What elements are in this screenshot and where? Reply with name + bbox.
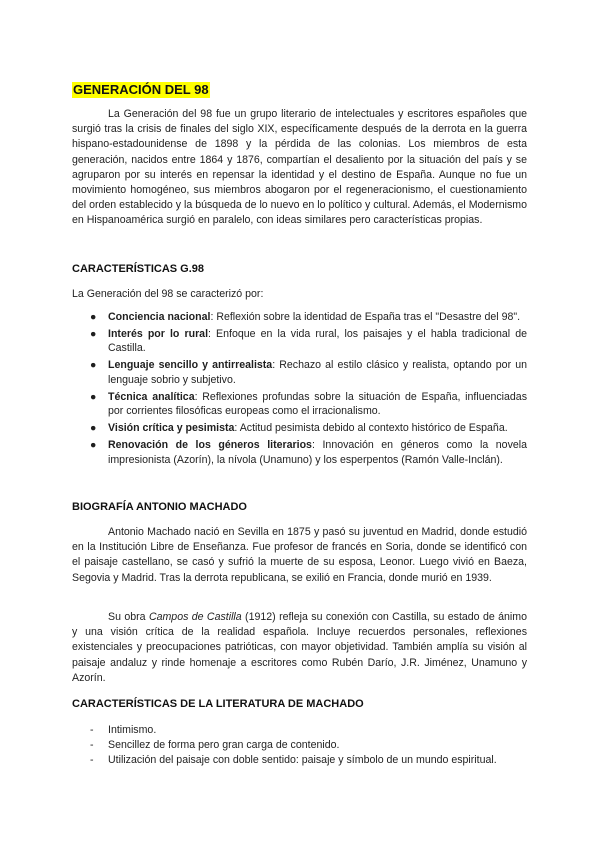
bullet-icon: ●: [90, 311, 97, 323]
list-item: [90, 358, 527, 387]
list-item: [90, 753, 527, 768]
paragraph-prefix: Su obra: [108, 611, 149, 623]
bullet-icon: ●: [90, 439, 97, 452]
list-item: [90, 327, 527, 356]
paragraph-rest: (1912) refleja su conexión con Castilla, su estado de ánimo y una visión crítica de la realidad española. Incluye recuerdos personales, reflexiones existenciales y preocupaciones patrióticas, con mayor objetividad. También amplía su visión al paisaje andaluz y rinde homenaje a escritores como Rubén Darío, J.R. Jiménez, Unamuno y Azorín.: [72, 611, 527, 684]
list-item-text: Utilización del paisaje con doble sentido: paisaje y símbolo de un mundo espiritual.: [108, 754, 497, 767]
machado-literature-heading: CARACTERÍSTICAS DE LA LITERATURA DE MACHADO: [72, 698, 364, 710]
characteristics-intro: La Generación del 98 se caracterizó por:: [72, 288, 264, 300]
list-item: [90, 723, 527, 738]
list-item-text: : Enfoque en la vida rural, los paisajes y el habla tradicional de Castilla.: [108, 328, 527, 355]
biography-heading: BIOGRAFÍA ANTONIO MACHADO: [72, 501, 247, 513]
dash-icon: -: [90, 724, 94, 736]
list-item-text: : Reflexiones profundas sobre la situación de España, influenciadas por corrientes filosóficas europeas como el irracionalismo.: [108, 390, 527, 418]
list-item: [90, 438, 527, 467]
book-title: Campos de Castilla: [148, 611, 242, 623]
list-item-text: : Innovación en géneros como la novela impresionista (Azorín), la nívola (Unamuno) y los esperpentos (Ramón Valle-Inclán).: [108, 439, 528, 466]
dash-icon: -: [90, 754, 94, 767]
list-item-text: : Reflexión sobre la identidad de España tras el "Desastre del 98".: [210, 311, 521, 323]
biography-paragraph-2: [72, 610, 527, 686]
list-item-term: Técnica analítica: [108, 390, 195, 403]
list-item: [90, 421, 527, 435]
list-item: [90, 738, 527, 753]
bullet-icon: ●: [90, 359, 97, 372]
list-item-text: Intimismo.: [108, 724, 157, 736]
characteristics-list: [90, 310, 527, 470]
list-item-text: Sencillez de forma pero gran carga de contenido.: [108, 739, 340, 752]
list-item-text: : Rechazo al estilo clásico y realista, optando por un lenguaje sobrio y subjetivo.: [108, 359, 527, 386]
page-title: GENERACIÓN DEL 98: [73, 82, 209, 97]
intro-paragraph: La Generación del 98 fue un grupo literario de intelectuales y escritores españoles que surgió tras la crisis de finales del siglo XIX, específicamente después de la derrota en la guerra hispano-estadounidense de 1898 y la pérdida de las colonias. Los miembros de esta generación, nacidos entre 1864 y 1876, compartían el desaliento por la situación del país y se agruparon por su interés en repensar la identidad y el destino de España. Aunque no fue un movimiento homogéneo, sus miembros abogaron por el regeneracionismo, el cuestionamiento del orden establecido y la búsqueda de lo nuevo en lo político y cultural. Además, el Modernismo en Hispanoamérica surgió en paralelo, con ideas similares pero características propias.: [72, 108, 527, 227]
list-item-term: Visión crítica y pesimista: [108, 422, 235, 435]
list-item: [90, 310, 527, 324]
list-item-term: Renovación de los géneros literarios: [108, 439, 312, 452]
machado-literature-list: [90, 723, 527, 769]
list-item-term: Lenguaje sencillo y antirrealista: [108, 359, 273, 372]
list-item-term: Interés por lo rural: [108, 328, 209, 340]
list-item: [90, 390, 527, 419]
bullet-icon: ●: [90, 328, 97, 340]
characteristics-heading: CARACTERÍSTICAS G.98: [72, 263, 205, 275]
bullet-icon: ●: [90, 390, 97, 403]
list-item-text: : Actitud pesimista debido al contexto histórico de España.: [234, 422, 508, 435]
biography-paragraph-1: Antonio Machado nació en Sevilla en 1875 y pasó su juventud en Madrid, donde estudió en la Institución Libre de Enseñanza. Fue profesor de francés en Soria, donde se identificó con el paisaje castellano, se casó y sufrió la muerte de su esposa, Leonor. Luego vivió en Baeza, Segovia y Madrid. Tras la derrota republicana, se exilió en Francia, donde murió en 1939.: [72, 526, 527, 584]
list-item-term: Conciencia nacional: [108, 311, 211, 323]
dash-icon: -: [90, 739, 94, 752]
bullet-icon: ●: [90, 422, 97, 435]
